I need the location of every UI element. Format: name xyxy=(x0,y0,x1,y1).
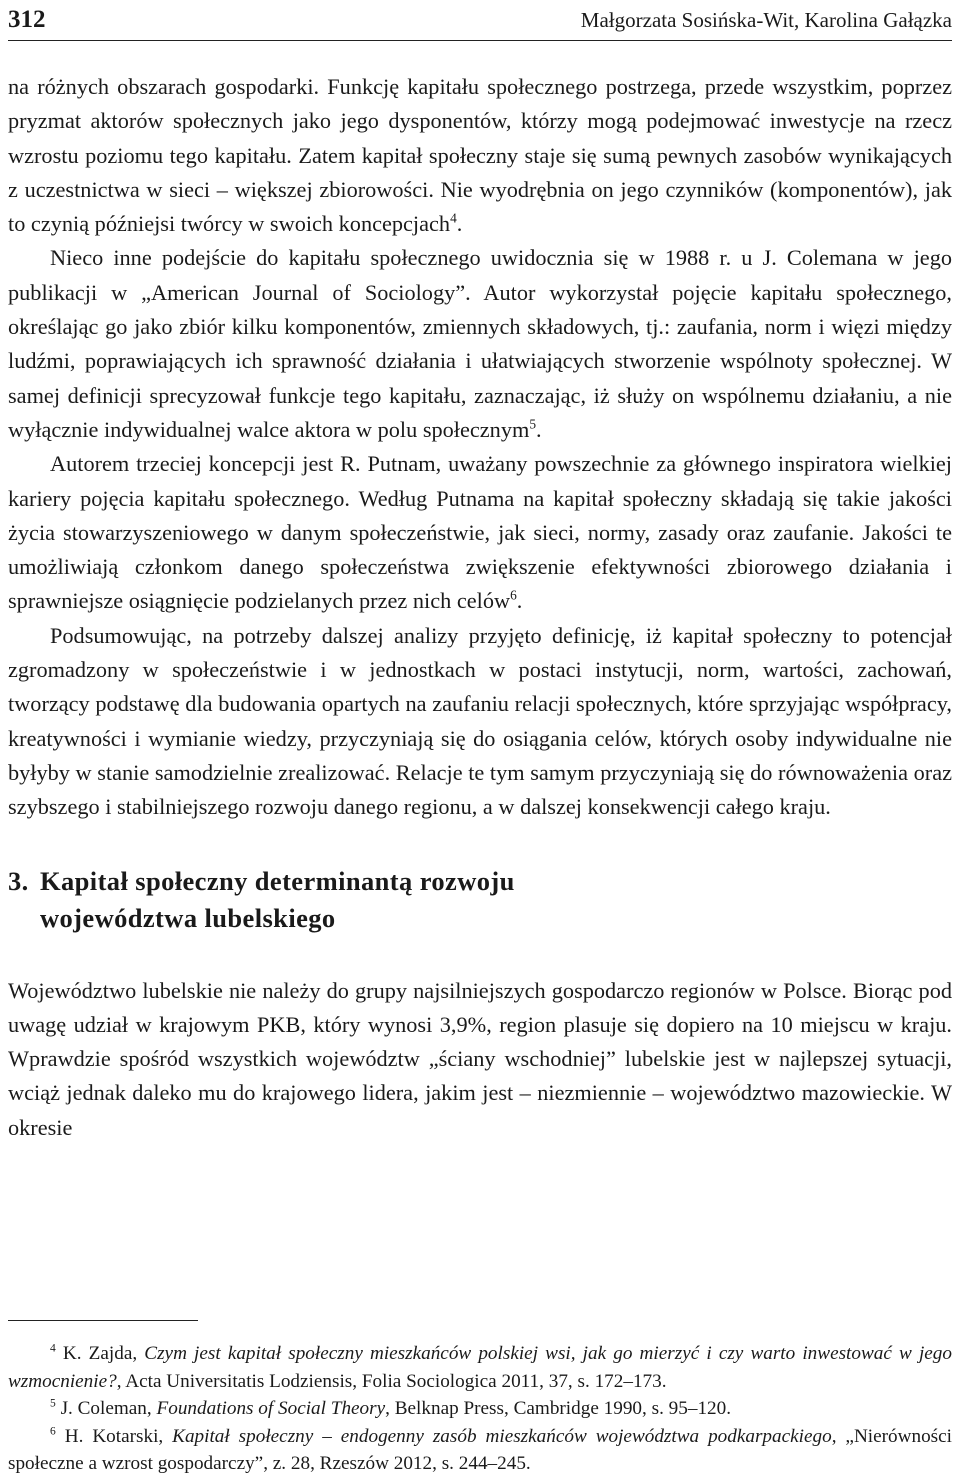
paragraph-4: Podsumowując, na potrzeby dalszej analizy przyjęto definicję, iż kapitał społeczny to potencjał zgromadzony w społeczeństwie i w jednostkach w postaci instytucji, norm, wartości, zachowań, tworzący podstawę dla budowania opartych na zaufaniu relacji społecznych, które sprzyjając współpracy, kreatywności i wymianie wiedzy, przyczyniają się do osiągania celów, których osoby indywidualne nie byłyby w stanie samodzielnie zrealizować. Relacje te tym samym przyczyniają się do równoważenia oraz szybszego i stabilniejszego rozwoju danego regionu, a w dalszej konsekwencji całego kraju. xyxy=(8,622,952,820)
running-head: Małgorzata Sosińska-Wit, Karolina Gałązka xyxy=(580,7,952,32)
footnote-6: $^6$ H. Kotarski, Kapitał społeczny – endogenny zasób mieszkańców województwa podkarpackiego, „Nierówności społeczne a wzrost gospodarczy”, z. 28, Rzeszów 2012, s. 244–245. xyxy=(8,1425,952,1475)
header-rule xyxy=(8,40,952,41)
footnotes xyxy=(8,1340,952,1478)
section-title-line-2: województwa lubelskiego xyxy=(40,902,336,933)
footnote-5-title: Foundations of Social Theory xyxy=(156,1398,386,1420)
section-heading xyxy=(8,863,952,937)
paragraph-5: Województwo lubelskie nie należy do grupy najsilniejszych gospodarczo regionów w Polsce. Biorąc pod uwagę udział w krajowym PKB, który wynosi 3,9%, region plasuje się dopiero na 10 miejscu w kraju. Wprawdzie spośród wszystkich województw „ściany wschodniej” lubelskie jest w najlepszej sytuacji, wciąż jednak daleko mu do krajowego lidera, jakim jest – niezmiennie – województwo mazowieckie. W okresie xyxy=(8,977,952,1140)
section-title-line-1: Kapitał społeczny determinantą rozwoju xyxy=(40,865,515,896)
page-number: 312 xyxy=(8,6,46,33)
footnote-4-title: Czym jest kapitał społeczny mieszkańców polskiej wsi, jak go mierzyć i czy warto inwestować w jego wzmocnienie? xyxy=(8,1343,952,1392)
footnote-ref-4[interactable]: 4 xyxy=(450,210,457,226)
footnote-ref-5[interactable]: 5 xyxy=(529,416,537,432)
footnote-5: $^5$ J. Coleman, Foundations of Social Theory, Belknap Press, Cambridge 1990, s. 95–120. xyxy=(50,1397,732,1420)
footnote-separator xyxy=(8,1320,198,1321)
paragraph-2: Nieco inne podejście do kapitału społecznego uwidocznia się w 1988 r. u J. Colemana w jego publikacji w „American Journal of Sociology”. Autor wykorzystał pojęcie kapitału społecznego, określając go jako zbiór kilku komponentów, zmiennych składowych, tj.: zaufania, norm i więzi między ludźmi, poprawiających ich sprawność działania i ułatwiających stworzenie wspólnoty społecznej. W samej definicji sprecyzował funkcje tego kapitału, zaznaczając, iż służy on wspólnemu działaniu, a nie wyłącznie indywidualnej walce aktora w polu społecznym$^5$. xyxy=(8,245,952,442)
footnote-ref-6[interactable]: 6 xyxy=(510,588,517,604)
paragraph-3: Autorem trzeciej koncepcji jest R. Putnam, uważany powszechnie za głównego inspiratora wielkiej kariery pojęcia kapitału społecznego. Według Putnama na kapitał społeczny składają się takie jakości życia stowarzyszeniowego w danym społeczeństwie, jak sieci, normy, zasady oraz zaufanie. Jakości te umożliwiają członkom danego społeczeństwa zwiększenie efektywności zbiorowego działania i sprawniejsze osiągnięcie podzielanych przez nich celów$^6$. xyxy=(8,451,952,614)
paragraph-1: na różnych obszarach gospodarki. Funkcję kapitału społecznego postrzega, przede wszystkim, poprzez pryzmat aktorów społecznych jako jego dysponentów, którzy mogą podejmować inwestycje na rzecz wzrostu poziomu tego kapitału. Zatem kapitał społeczny staje się sumą pewnych zasobów wynikających z uczestnictwa w sieci – większej zbiorowości. Nie wyodrębnia on jego czynników (komponentów), jak to czynią późniejsi twórcy w swoich koncepcjach$^4$. xyxy=(8,74,952,237)
body-text xyxy=(8,70,952,1145)
section-number: 3. xyxy=(8,865,29,896)
page-header xyxy=(8,0,952,40)
footnote-6-title: Kapitał społeczny – endogenny zasób mieszkańców województwa podkarpackiego xyxy=(172,1425,832,1447)
footnote-4: $^4$ K. Zajda, Czym jest kapitał społeczny mieszkańców polskiej wsi, jak go mierzyć i czy warto inwestować w jego wzmocnienie?, Acta Universitatis Lodziensis, Folia Sociologica 2011, 37, s. 172–173. xyxy=(8,1342,952,1392)
